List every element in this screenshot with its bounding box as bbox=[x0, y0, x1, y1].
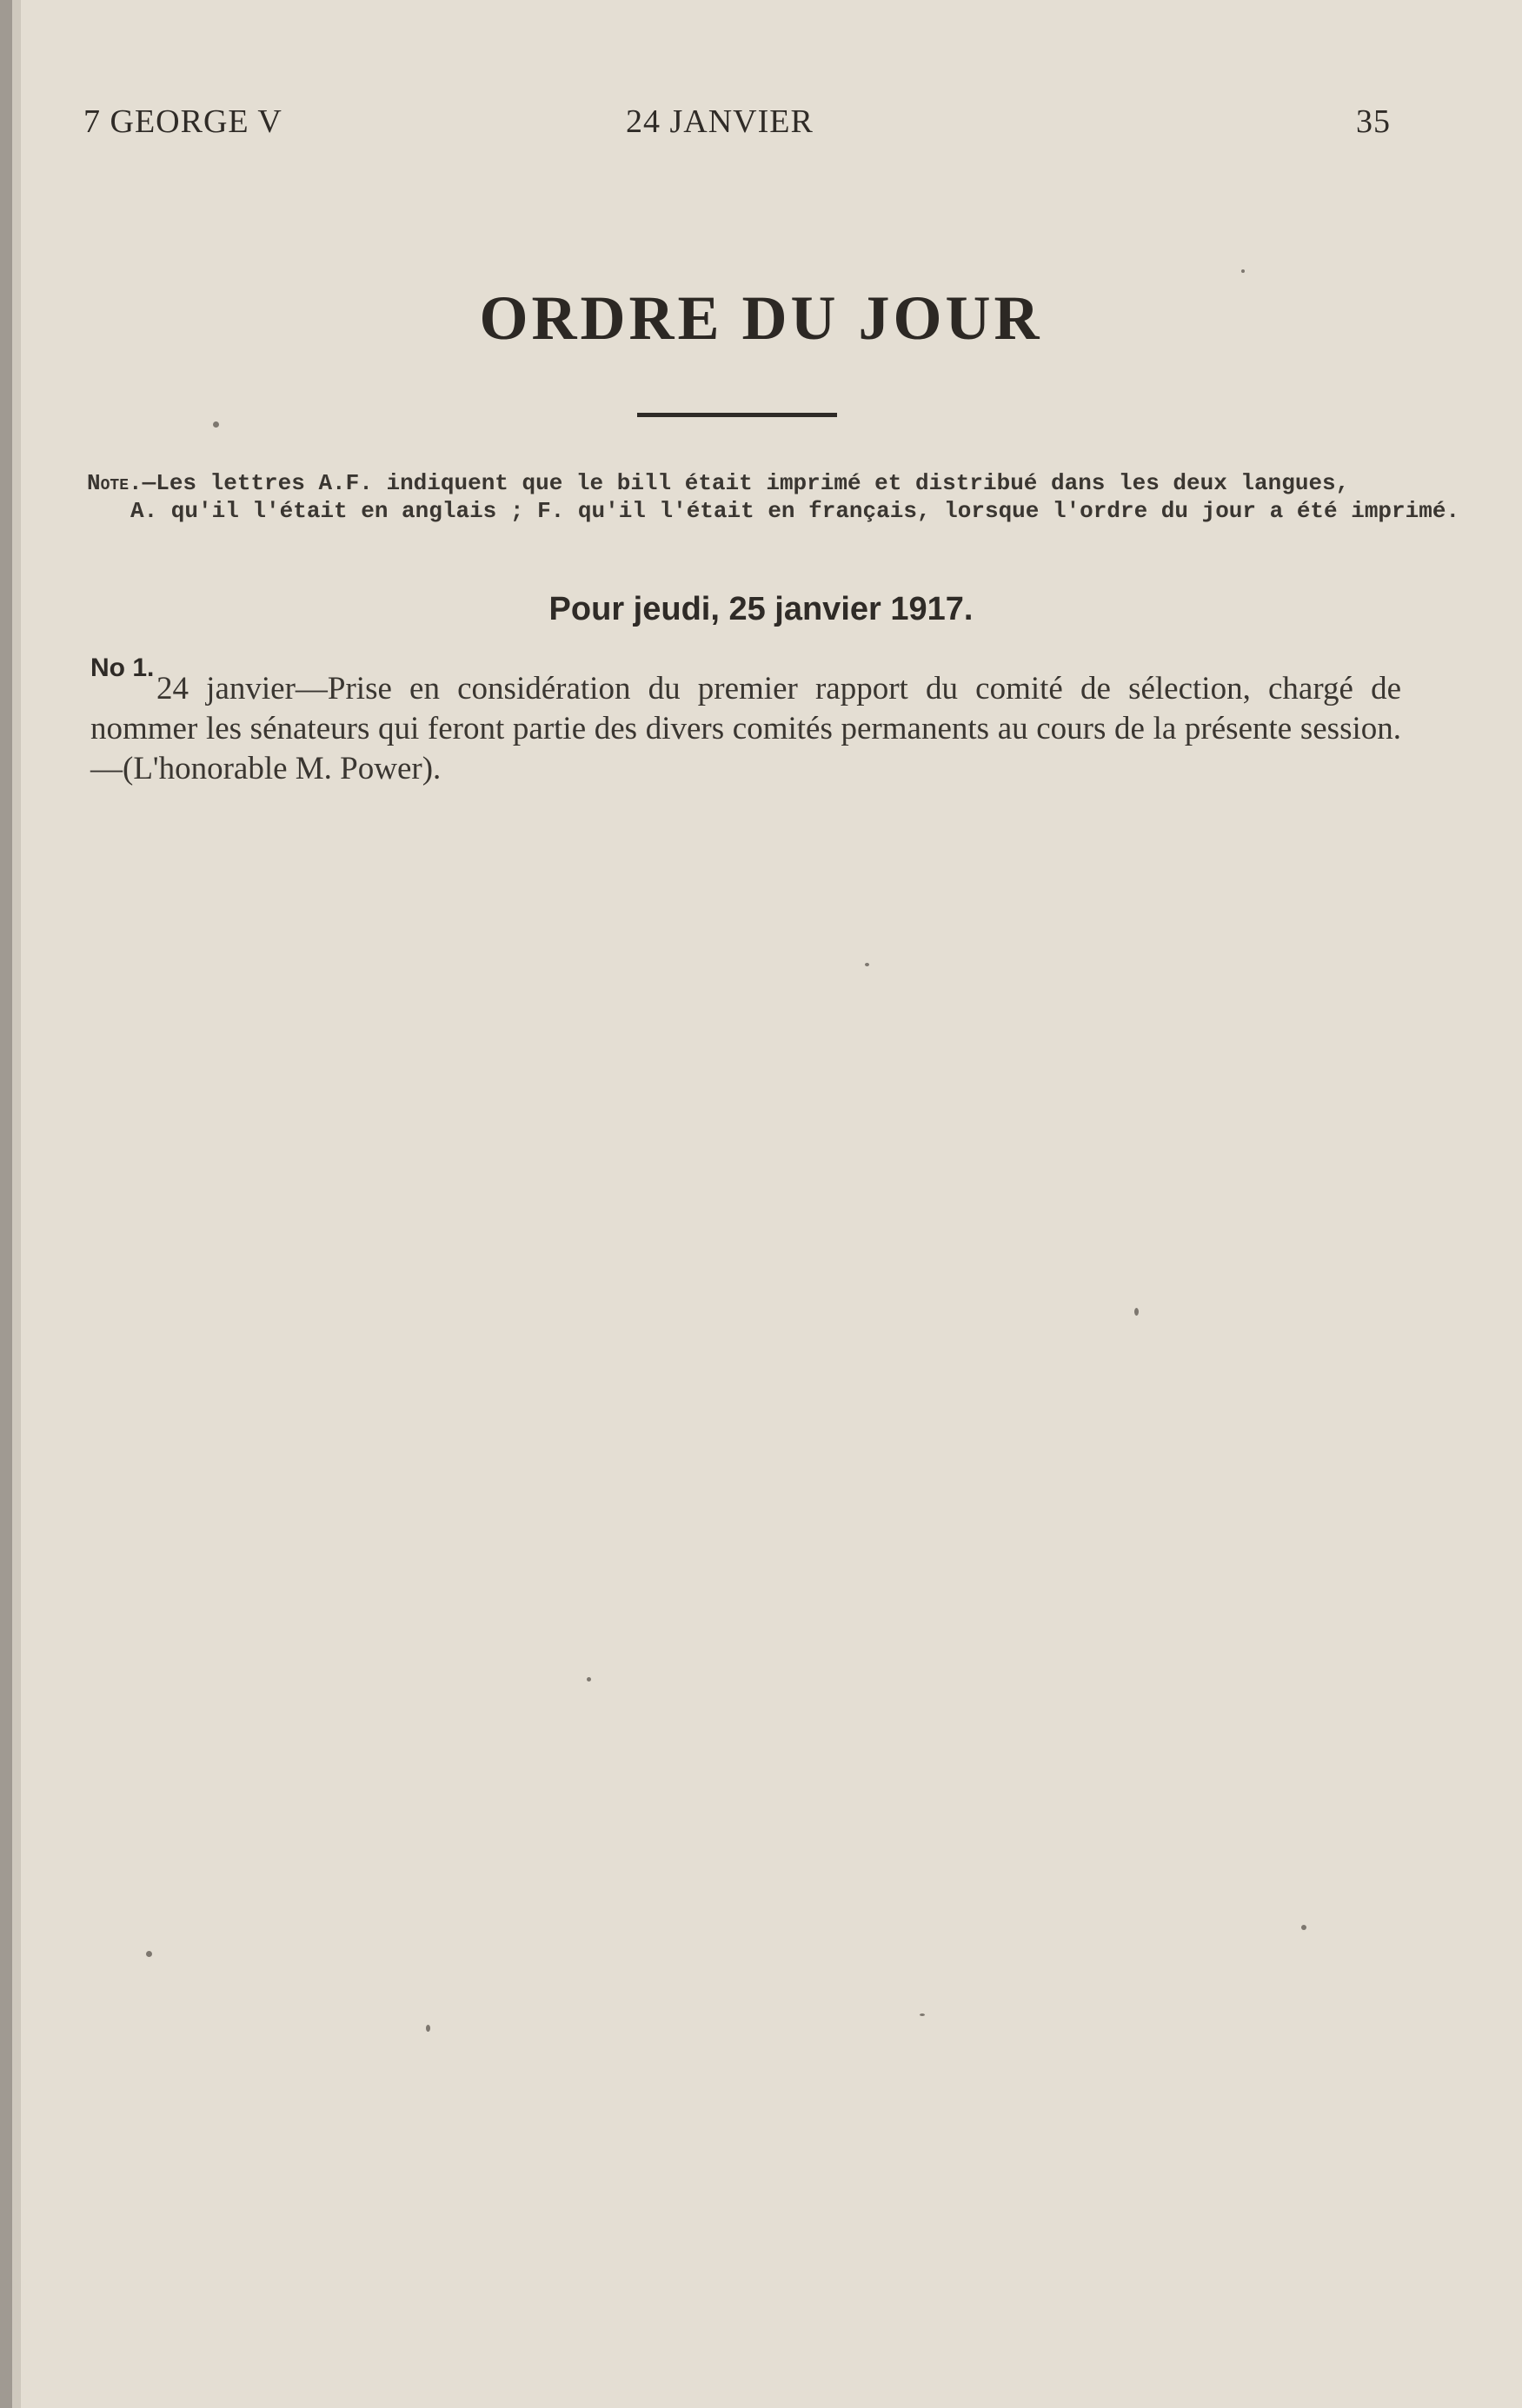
date-heading: Pour jeudi, 25 janvier 1917. bbox=[548, 591, 974, 627]
paper-speck bbox=[1134, 1308, 1139, 1316]
paper-speck bbox=[920, 2013, 925, 2016]
note-paragraph bbox=[87, 469, 1460, 525]
note-line-1 bbox=[87, 469, 1399, 497]
note-text-1: —Les lettres A.F. indiquent que le bill était imprimé et distribué dans les deux langues, bbox=[142, 470, 1350, 496]
page-title: ORDRE DU JOUR bbox=[479, 283, 1043, 353]
binding-shadow bbox=[12, 0, 21, 2408]
paper-speck bbox=[426, 2025, 430, 2032]
paper-speck bbox=[1301, 1925, 1306, 1930]
paper-speck bbox=[146, 1951, 152, 1957]
title-rule bbox=[637, 413, 837, 417]
paper-speck bbox=[213, 421, 219, 428]
paper-speck bbox=[587, 1677, 591, 1682]
item-number: No 1. bbox=[90, 653, 155, 682]
running-head-left: 7 GEORGE V bbox=[83, 103, 282, 140]
paper-speck bbox=[1241, 269, 1245, 273]
running-head-date: 24 JANVIER bbox=[626, 103, 814, 140]
binding-edge bbox=[0, 0, 12, 2408]
note-line-2: A. qu'il l'était en anglais ; F. qu'il l'était en français, lorsque l'ordre du jour a été imprimé. bbox=[130, 498, 1460, 524]
page-number: 35 bbox=[1356, 103, 1391, 140]
paper-speck bbox=[865, 963, 869, 966]
item-text: 24 janvier—Prise en considération du premier rapport du comité de sélection, chargé de nommer les sénateurs qui feront partie des divers comités permanents au cours de la présente session.—(L'honorable M. Power). bbox=[90, 671, 1401, 786]
running-head bbox=[0, 103, 1522, 141]
note-label: Note. bbox=[87, 470, 143, 496]
